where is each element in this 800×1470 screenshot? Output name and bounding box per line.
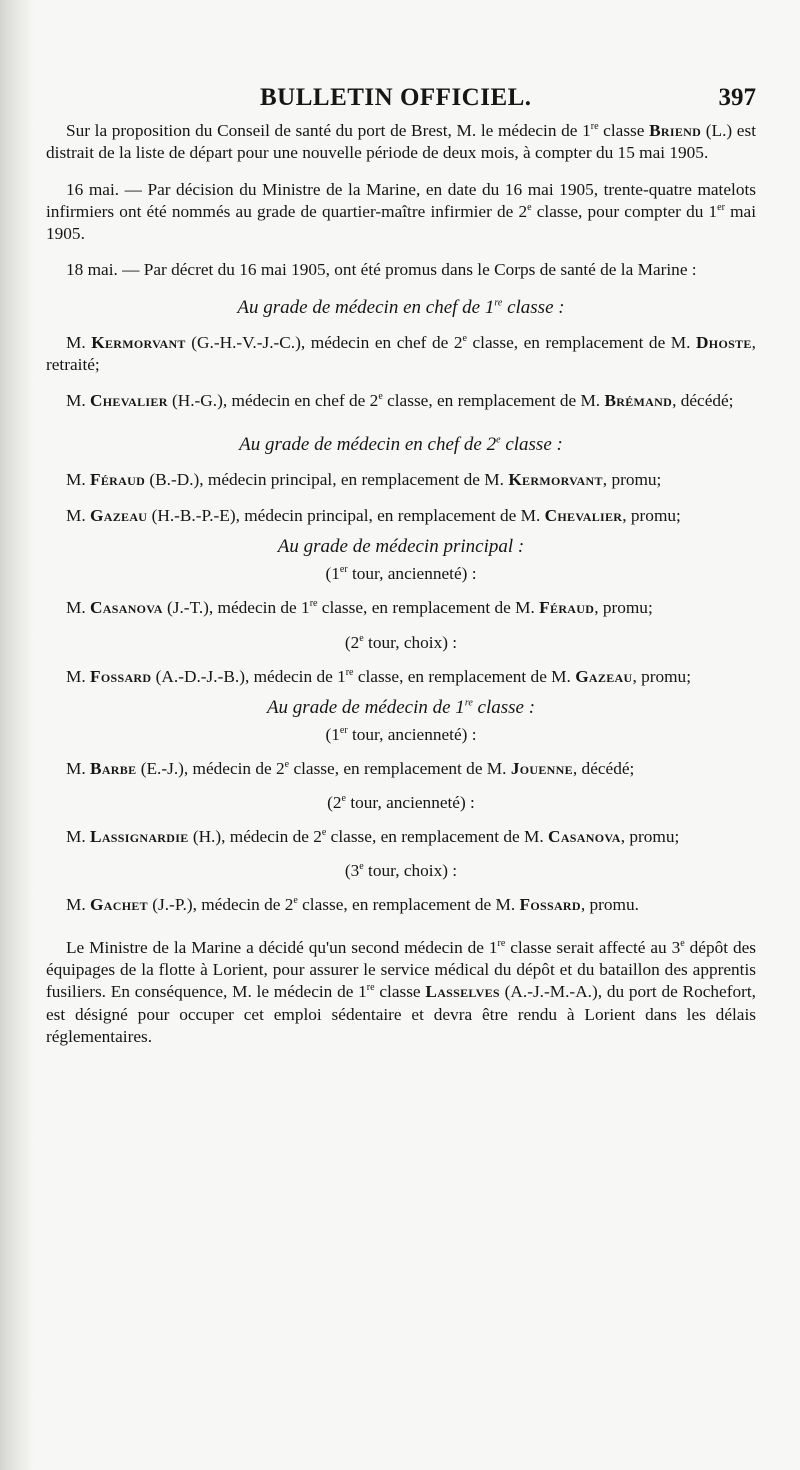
page-number: 397	[718, 84, 756, 111]
heading-medecin-chef-2e	[46, 433, 756, 457]
paragraph-18-mai	[46, 259, 756, 281]
text-run: (3	[344, 861, 360, 881]
text-run: classe, en remplacement de M.	[297, 895, 520, 915]
text-run: M.	[66, 666, 91, 686]
superscript: e	[496, 434, 501, 446]
text-run: , promu;	[620, 827, 680, 847]
person-name: Gazeau	[90, 505, 148, 525]
superscript: re	[590, 121, 599, 133]
superscript: re	[309, 598, 318, 610]
text-run: 16 mai. — Par décision du Ministre de la Marine, en date du 16 mai 1905, trente-quatre matelots infirmiers ont été nommés au grade de quartier-maître infirmier de 2	[46, 179, 756, 221]
text-run: (A.-D.-J.-B.), médecin de 1	[151, 666, 346, 686]
text-run: (H.), médecin de 2	[188, 827, 322, 847]
person-name: Kermorvant	[91, 332, 186, 352]
person-name: Jouenne	[510, 758, 573, 778]
superscript: e	[462, 333, 467, 345]
text-run: classe, en remplacement de M.	[466, 332, 697, 352]
person-name: Lasselves	[425, 982, 500, 1002]
text-run: (2	[344, 632, 360, 652]
text-run: classe, en remplacement de M.	[317, 598, 540, 618]
text-run: M.	[66, 895, 91, 915]
subheading-tour	[46, 792, 756, 814]
text-run: Au grade de médecin de 1	[266, 696, 465, 718]
person-name: Dhoste	[696, 332, 752, 352]
superscript: e	[359, 861, 364, 873]
entry-chevalier	[46, 390, 756, 412]
text-run: classe serait affecté au 3	[505, 937, 681, 957]
text-run: classe	[374, 982, 426, 1002]
text-run: Au grade de médecin en chef de 1	[237, 296, 495, 318]
superscript: re	[464, 697, 473, 709]
superscript: er	[339, 725, 348, 737]
text-run: classe :	[472, 696, 536, 718]
person-name: Gazeau	[575, 666, 633, 686]
subheading-tour	[46, 724, 756, 746]
superscript: e	[321, 827, 327, 839]
superscript: e	[680, 937, 685, 949]
text-run: (L.) est distrait de la liste de départ pour une nouvelle période de deux mois, à compter du 15 mai 1905.	[46, 121, 756, 163]
text-run: (E.-J.), médecin de 2	[136, 758, 285, 778]
text-run: M.	[66, 505, 91, 525]
person-name: Casanova	[90, 598, 163, 618]
subheading-tour	[46, 860, 756, 882]
person-name: Briend	[649, 121, 702, 140]
text-run: (G.-H.-V.-J.-C.), médecin en chef de 2	[185, 332, 463, 352]
superscript: re	[494, 297, 503, 309]
text-run: mai 1905.	[46, 201, 757, 244]
text-run: , retraité;	[46, 332, 756, 375]
person-name: Fossard	[519, 895, 581, 915]
entry-gachet	[46, 894, 756, 916]
text-run: classe, en remplacement de M.	[326, 827, 549, 847]
text-run: classe :	[502, 296, 565, 318]
text-run: (1	[325, 724, 340, 744]
text-run: classe, en remplacement de M.	[289, 758, 511, 778]
superscript: e	[284, 759, 290, 771]
subheading-tour	[46, 632, 756, 654]
person-name: Casanova	[548, 827, 621, 847]
text-run: 18 mai. — Par décret du 16 mai 1905, ont été promus dans le Corps de santé de la Marine :	[66, 260, 697, 280]
text-run: tour, choix) :	[363, 632, 458, 652]
superscript: er	[339, 564, 348, 576]
entry-fossard	[46, 666, 756, 688]
paragraph-lorient	[46, 937, 756, 1048]
text-run: M.	[66, 469, 91, 489]
entry-kermorvant	[46, 332, 756, 377]
text-run: , promu;	[602, 469, 662, 489]
text-run: classe, en remplacement de M.	[382, 391, 605, 411]
text-run: tour, ancienneté) :	[346, 793, 475, 813]
text-run: , promu;	[632, 666, 691, 686]
text-run: , promu;	[594, 598, 653, 618]
superscript: re	[366, 982, 375, 994]
heading-medecin-1re	[46, 696, 756, 720]
text-run: (H.-B.-P.-E), médecin principal, en remplacement de M.	[147, 505, 545, 525]
text-run: Le Ministre de la Marine a décidé qu'un second médecin de 1	[66, 937, 498, 957]
text-run: (J.-P.), médecin de 2	[147, 895, 294, 915]
text-run: (2	[327, 793, 342, 813]
entry-gazeau	[46, 505, 756, 527]
text-run: M.	[66, 758, 91, 778]
superscript: re	[497, 937, 506, 949]
text-run: (J.-T.), médecin de 1	[162, 598, 310, 618]
entry-barbe	[46, 758, 756, 780]
text-run: (A.-J.-M.-A.), du port de Rochefort, est désigné pour occuper cet emploi sédentaire et devra être rendu à Lorient dans les délais réglementaires.	[46, 982, 756, 1046]
entry-casanova	[46, 597, 756, 619]
text-run: (B.-D.), médecin principal, en remplacement de M.	[145, 469, 509, 489]
text-run: tour, ancienneté) :	[347, 564, 477, 584]
subheading-tour	[46, 563, 756, 585]
text-run: dépôt des équipages de la flotte à Lorient, pour assurer le service médical du dépôt et du bataillon des apprentis fusiliers. En conséquence, M. le médecin de 1	[46, 937, 756, 1002]
scan-page-edge	[0, 0, 34, 1470]
person-name: Lassignardie	[90, 827, 189, 847]
text-run: tour, ancienneté) :	[347, 724, 477, 744]
superscript: e	[293, 895, 298, 907]
text-run: M.	[66, 391, 91, 411]
superscript: e	[378, 391, 383, 403]
text-run: (H.-G.), médecin en chef de 2	[167, 391, 379, 411]
person-name: Féraud	[90, 469, 146, 489]
text-run: Sur la proposition du Conseil de santé du port de Brest, M. le médecin de 1	[66, 121, 591, 140]
person-name: Brémand	[604, 391, 673, 411]
entry-lassignardie	[46, 826, 756, 848]
bulletin-title: BULLETIN OFFICIEL.	[260, 84, 532, 111]
text-run: , décédé;	[572, 758, 635, 778]
superscript: e	[527, 202, 532, 214]
heading-medecin-principal: Au grade de médecin principal :	[277, 536, 525, 558]
superscript: re	[345, 666, 354, 678]
text-run: M.	[66, 827, 91, 847]
person-name: Fossard	[90, 666, 152, 686]
text-run: , décédé;	[672, 391, 734, 411]
text-run: Au grade de médecin en chef de 2	[239, 433, 497, 455]
person-name: Chevalier	[90, 391, 168, 411]
text-run: M.	[66, 598, 91, 618]
text-run: M.	[66, 332, 92, 352]
person-name: Chevalier	[544, 505, 623, 525]
person-name: Kermorvant	[508, 469, 603, 489]
paragraph-16-mai	[46, 179, 756, 246]
text-run: classe, en remplacement de M.	[353, 666, 576, 686]
heading-medecin-chef-1re	[46, 296, 756, 320]
text-run: classe, pour compter du 1	[531, 201, 718, 221]
superscript: er	[717, 202, 725, 214]
superscript: e	[341, 793, 346, 805]
superscript: e	[359, 632, 364, 644]
entry-feraud	[46, 469, 756, 491]
paragraph-briend	[46, 120, 756, 165]
running-header	[46, 84, 756, 118]
document-body	[46, 120, 756, 1048]
text-run: tour, choix) :	[363, 861, 458, 881]
person-name: Barbe	[90, 758, 137, 778]
text-run: classe	[598, 121, 650, 140]
text-run: , promu.	[580, 895, 639, 915]
person-name: Féraud	[539, 598, 595, 618]
text-run: classe :	[500, 433, 563, 455]
text-run: , promu;	[622, 505, 681, 525]
person-name: Gachet	[90, 895, 148, 915]
text-run: (1	[325, 564, 340, 584]
